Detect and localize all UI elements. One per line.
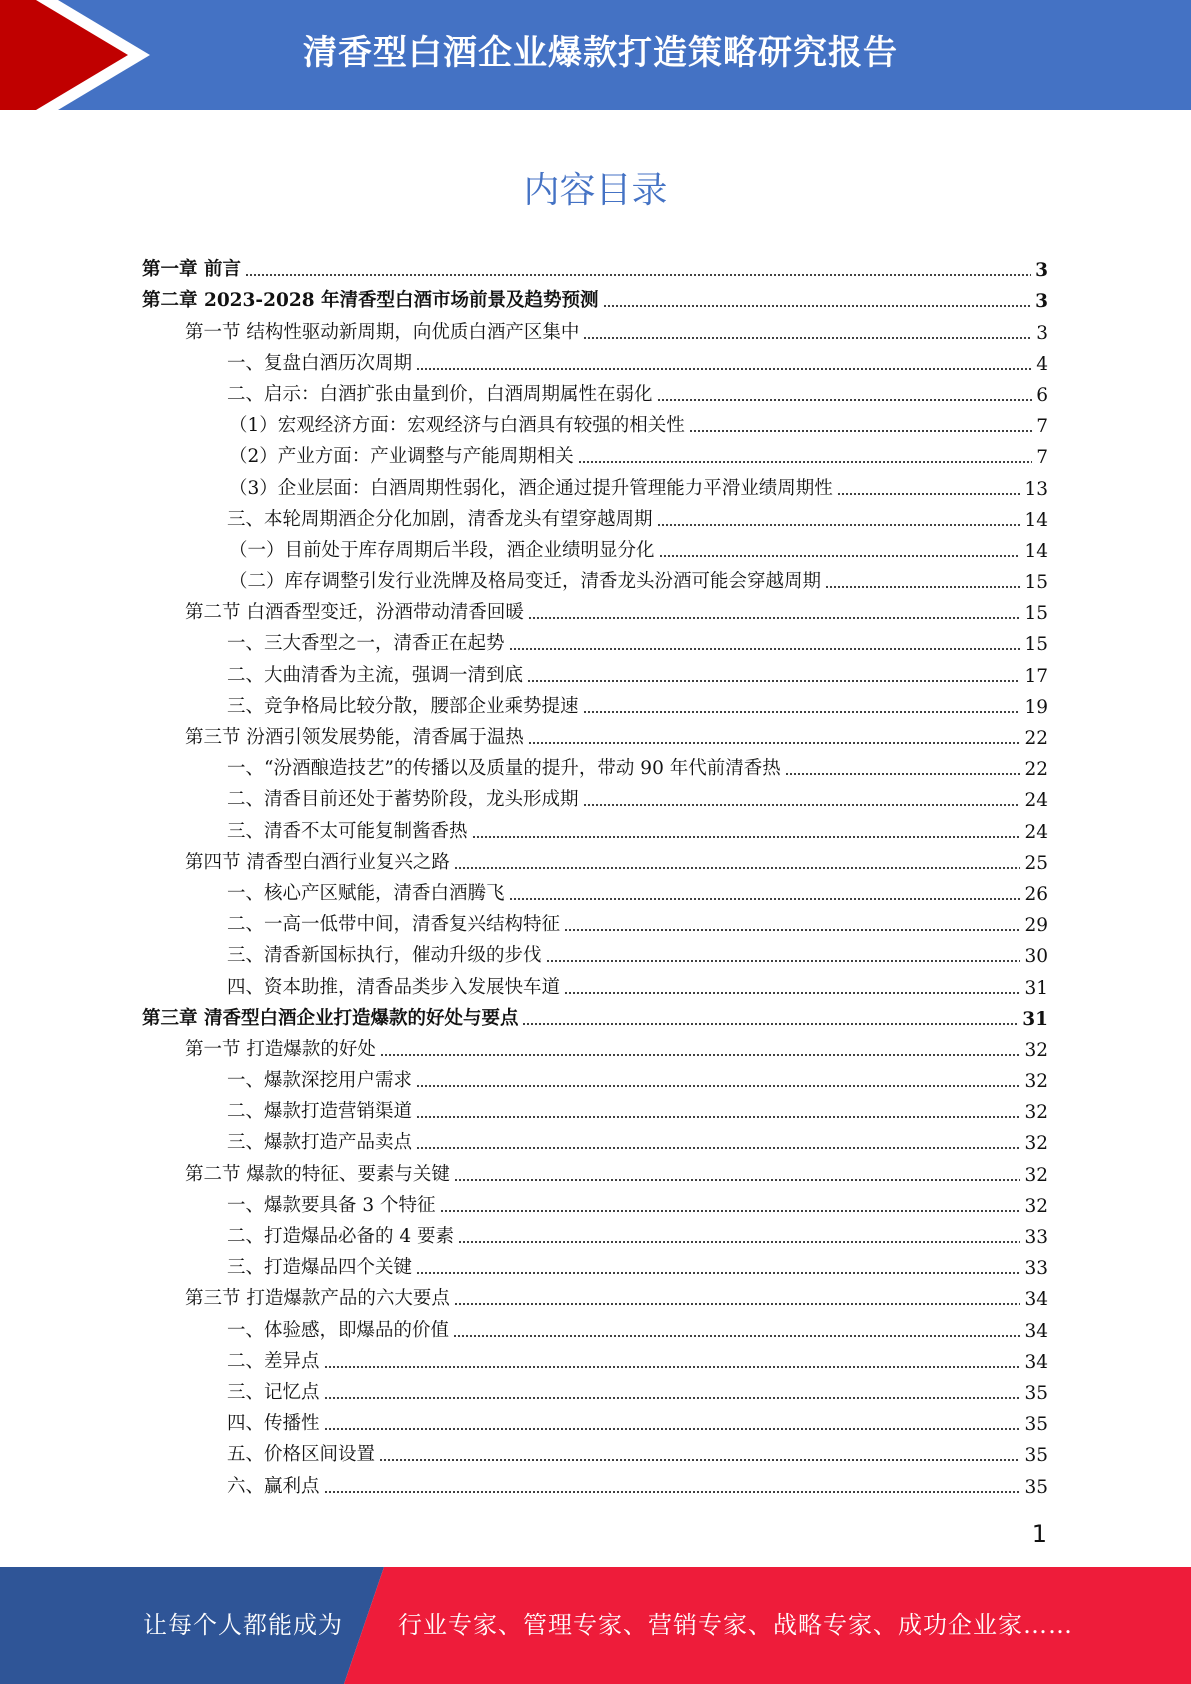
toc-page-number: 32 [1024,1102,1048,1124]
toc-dot-leader [528,740,1021,746]
toc-dot-leader [522,1021,1018,1027]
toc-subsection-entry[interactable] [142,441,1048,472]
toc-dot-leader [454,1301,1021,1307]
toc-chapter-entry[interactable] [142,254,1048,285]
footer-banner [0,1567,1191,1684]
toc-subsection-entry[interactable] [142,379,1048,410]
toc-subsection-entry[interactable] [142,971,1048,1002]
toc-dot-leader [509,896,1021,902]
header-banner [0,0,1191,110]
toc-subsection-entry[interactable] [142,472,1048,503]
toc-dot-leader [578,459,1032,465]
toc-chapter-entry[interactable] [142,285,1048,316]
toc-entry-text: 六、赢利点 [227,1475,320,1497]
toc-subsection-entry[interactable] [142,815,1048,846]
toc-subsection-entry[interactable] [142,1252,1048,1283]
toc-title: 内容目录 [523,170,668,211]
toc-dot-leader [527,678,1020,684]
toc-dot-leader [837,491,1021,497]
toc-page-number: 34 [1024,1289,1048,1311]
toc-entry-text: 三、本轮周期酒企分化加剧，清香龙头有望穿越周期 [227,508,653,530]
footer-slogan-right: 行业专家、管理专家、营销专家、战略专家、成功企业家…… [398,1611,1073,1639]
toc-dot-leader [416,366,1032,372]
toc-entry-text: 一、三大香型之一，清香正在起势 [227,633,505,655]
toc-subsection-entry[interactable] [142,1439,1048,1470]
toc-dot-leader [546,958,1021,964]
toc-page-number: 3 [1035,260,1048,282]
toc-dot-leader [416,1083,1020,1089]
toc-page-number: 32 [1024,1195,1048,1217]
toc-page-number: 35 [1024,1476,1048,1498]
toc-entry-text: 一、爆款要具备 3 个特征 [227,1194,436,1216]
toc-dot-leader [440,1208,1021,1214]
toc-entry-text: 第一章 前言 [142,259,241,281]
toc-entry-text: 四、资本助推，清香品类步入发展快车道 [227,976,561,998]
toc-page-number: 29 [1024,915,1048,937]
toc-page-number: 33 [1024,1258,1048,1280]
page-number: 1 [1031,1520,1047,1548]
toc-dot-leader [454,865,1021,871]
toc-entry-text: 第一节 打造爆款的好处 [185,1038,376,1060]
toc-dot-leader [689,428,1032,434]
toc-subsection-entry[interactable] [142,1470,1048,1501]
toc-dot-leader [583,709,1021,715]
toc-entry-text: 第三节 汾酒引领发展势能，清香属于温热 [185,727,524,748]
toc-subsection-entry[interactable] [142,659,1048,690]
toc-page-number: 32 [1024,1164,1048,1186]
toc-page-number: 19 [1024,696,1048,718]
toc-dot-leader [453,1333,1020,1339]
toc-subsection-entry[interactable] [142,1127,1048,1158]
toc-subsection-entry[interactable] [142,1190,1048,1221]
toc-subsection-entry[interactable] [142,1096,1048,1127]
toc-page-number: 30 [1024,946,1048,968]
toc-subsection-entry[interactable] [142,691,1048,722]
toc-dot-leader [416,1145,1020,1151]
toc-subsection-entry[interactable] [142,566,1048,597]
toc-entry-text: 五、价格区间设置 [227,1444,376,1466]
toc-entry-text: 一、核心产区赋能，清香白酒腾飞 [227,882,505,904]
toc-subsection-entry[interactable] [142,784,1048,815]
toc-dot-leader [416,1114,1020,1120]
toc-dot-leader [583,335,1032,341]
toc-subsection-entry[interactable] [142,1346,1048,1377]
toc-entry-text: （一）目前处于库存周期后半段，酒企业绩明显分化 [229,539,655,561]
toc-entry-text: 第四节 清香型白酒行业复兴之路 [185,851,450,873]
toc-page-number: 6 [1036,384,1048,406]
toc-entry-text: 一、爆款深挖用户需求 [227,1070,413,1092]
toc-page-number: 22 [1024,728,1048,749]
toc-page-number: 32 [1024,1071,1048,1093]
toc-page-number: 15 [1024,603,1048,625]
toc-entry-text: 三、记忆点 [227,1381,320,1403]
toc-subsection-entry[interactable] [142,940,1048,971]
toc-page-number: 31 [1024,977,1048,999]
toc-dot-leader [324,1426,1021,1432]
header-title: 清香型白酒企业爆款打造策略研究报告 [303,33,898,73]
toc-subsection-entry[interactable] [142,1377,1048,1408]
toc-subsection-entry[interactable] [142,1314,1048,1345]
toc-section-entry[interactable] [142,316,1048,347]
toc-dot-leader [324,1489,1021,1495]
toc-dot-leader [603,303,1032,309]
toc-page-number: 24 [1024,790,1048,812]
toc-page-number: 22 [1024,759,1048,781]
toc-page-number: 17 [1024,665,1048,687]
toc-entry-text: 二、大曲清香为主流，强调一清到底 [227,664,524,686]
toc-subsection-entry[interactable] [142,504,1048,535]
toc-subsection-entry[interactable] [142,348,1048,379]
toc-dot-leader [657,522,1021,528]
toc-page-number: 14 [1024,540,1048,562]
toc-subsection-entry[interactable] [142,1065,1048,1096]
toc-entry-text: 二、差异点 [227,1350,320,1372]
toc-entry-text: 一、体验感，即爆品的价值 [227,1319,450,1341]
toc-subsection-entry[interactable] [142,753,1048,784]
toc-page-number: 7 [1036,416,1048,438]
toc-dot-leader [785,771,1021,777]
toc-dot-leader [528,615,1021,621]
toc-page-number: 14 [1024,509,1048,531]
toc-page-number: 3 [1036,322,1048,344]
toc-section-entry[interactable] [142,847,1048,878]
toc-dot-leader [324,1364,1021,1370]
toc-dot-leader [509,646,1021,652]
toc-page-number: 33 [1024,1227,1048,1248]
toc-dot-leader [380,1052,1021,1058]
toc-dot-leader [454,1177,1021,1183]
toc-entry-text: 二、爆款打造营销渠道 [227,1101,413,1123]
toc-entry-text: （3）企业层面：白酒周期性弱化，酒企通过提升管理能力平滑业绩周期性 [229,477,833,499]
toc-entry-text: 三、清香不太可能复制酱香热 [227,820,468,842]
toc-page-number: 35 [1024,1445,1048,1467]
toc-dot-leader [657,397,1033,403]
toc-entry-text: 第一节 结构性驱动新周期，向优质白酒产区集中 [185,321,580,343]
toc-page-number: 25 [1024,852,1048,874]
toc-entry-text: 四、传播性 [227,1413,320,1435]
toc-subsection-entry[interactable] [142,909,1048,940]
toc-dot-leader [458,1239,1020,1245]
toc-page-number: 34 [1024,1320,1048,1342]
toc-dot-leader [324,1395,1021,1401]
toc-page-number: 35 [1024,1382,1048,1404]
toc-section-entry[interactable] [142,1283,1048,1314]
toc-entry-text: 一、“汾酒酿造技艺”的传播以及质量的提升，带动 90 年代前清香热 [227,758,781,780]
toc-page-number: 32 [1024,1039,1048,1061]
toc-entry-text: 第三章 清香型白酒企业打造爆款的好处与要点 [142,1007,519,1029]
toc-page-number: 15 [1024,572,1048,594]
toc-dot-leader [245,272,1031,278]
toc-entry-text: 一、复盘白酒历次周期 [227,352,413,374]
toc-dot-leader [416,1270,1020,1276]
toc-entry-text: 二、启示：白酒扩张由量到价，白酒周期属性在弱化 [227,383,653,405]
toc-entry-text: 二、清香目前还处于蓄势阶段，龙头形成期 [227,789,579,811]
toc-page-number: 4 [1036,353,1048,375]
toc-dot-leader [659,553,1021,559]
toc-entry-text: 第二章 2023-2028 年清香型白酒市场前景及趋势预测 [142,290,599,312]
toc-subsection-entry[interactable] [142,628,1048,659]
toc-page-number: 32 [1024,1133,1048,1155]
toc-subsection-entry[interactable] [142,1408,1048,1439]
table-of-contents [142,254,1048,1502]
toc-page-number: 13 [1024,478,1048,500]
toc-dot-leader [472,834,1021,840]
toc-subsection-entry[interactable] [142,1221,1048,1252]
toc-entry-text: 二、一高一低带中间，清香复兴结构特征 [227,914,561,936]
toc-section-entry[interactable] [142,597,1048,628]
toc-dot-leader [583,802,1021,808]
toc-subsection-entry[interactable] [142,410,1048,441]
toc-subsection-entry[interactable] [142,535,1048,566]
toc-entry-text: （二）库存调整引发行业洗牌及格局变迁，清香龙头汾酒可能会穿越周期 [229,571,822,593]
toc-entry-text: （2）产业方面：产业调整与产能周期相关 [229,446,574,468]
toc-page-number: 7 [1036,447,1048,469]
toc-entry-text: （1）宏观经济方面：宏观经济与白酒具有较强的相关性 [229,415,685,437]
toc-dot-leader [564,990,1020,996]
toc-dot-leader [379,1457,1020,1463]
toc-entry-text: 三、清香新国标执行，催动升级的步伐 [227,945,542,967]
toc-section-entry[interactable] [142,722,1048,753]
toc-entry-text: 第二节 白酒香型变迁，汾酒带动清香回暖 [185,602,524,624]
toc-entry-text: 三、爆款打造产品卖点 [227,1132,413,1154]
toc-page-number: 31 [1022,1008,1048,1030]
toc-page-number: 26 [1024,883,1048,905]
toc-page-number: 3 [1035,291,1048,313]
toc-section-entry[interactable] [142,1034,1048,1065]
toc-page-number: 35 [1024,1414,1048,1436]
toc-page-number: 24 [1024,821,1048,843]
toc-entry-text: 二、打造爆品必备的 4 要素 [227,1226,455,1247]
toc-page-number: 34 [1024,1351,1048,1373]
toc-entry-text: 三、竞争格局比较分散，腰部企业乘势提速 [227,695,579,717]
toc-dot-leader [825,584,1020,590]
toc-entry-text: 第三节 打造爆款产品的六大要点 [185,1288,450,1310]
toc-section-entry[interactable] [142,1158,1048,1189]
toc-dot-leader [564,927,1020,933]
toc-entry-text: 第二节 爆款的特征、要素与关键 [185,1163,450,1185]
toc-page-number: 15 [1024,634,1048,656]
toc-subsection-entry[interactable] [142,878,1048,909]
toc-entry-text: 三、打造爆品四个关键 [227,1257,413,1279]
footer-slogan-left: 让每个人都能成为 [143,1611,343,1639]
toc-chapter-entry[interactable] [142,1003,1048,1034]
